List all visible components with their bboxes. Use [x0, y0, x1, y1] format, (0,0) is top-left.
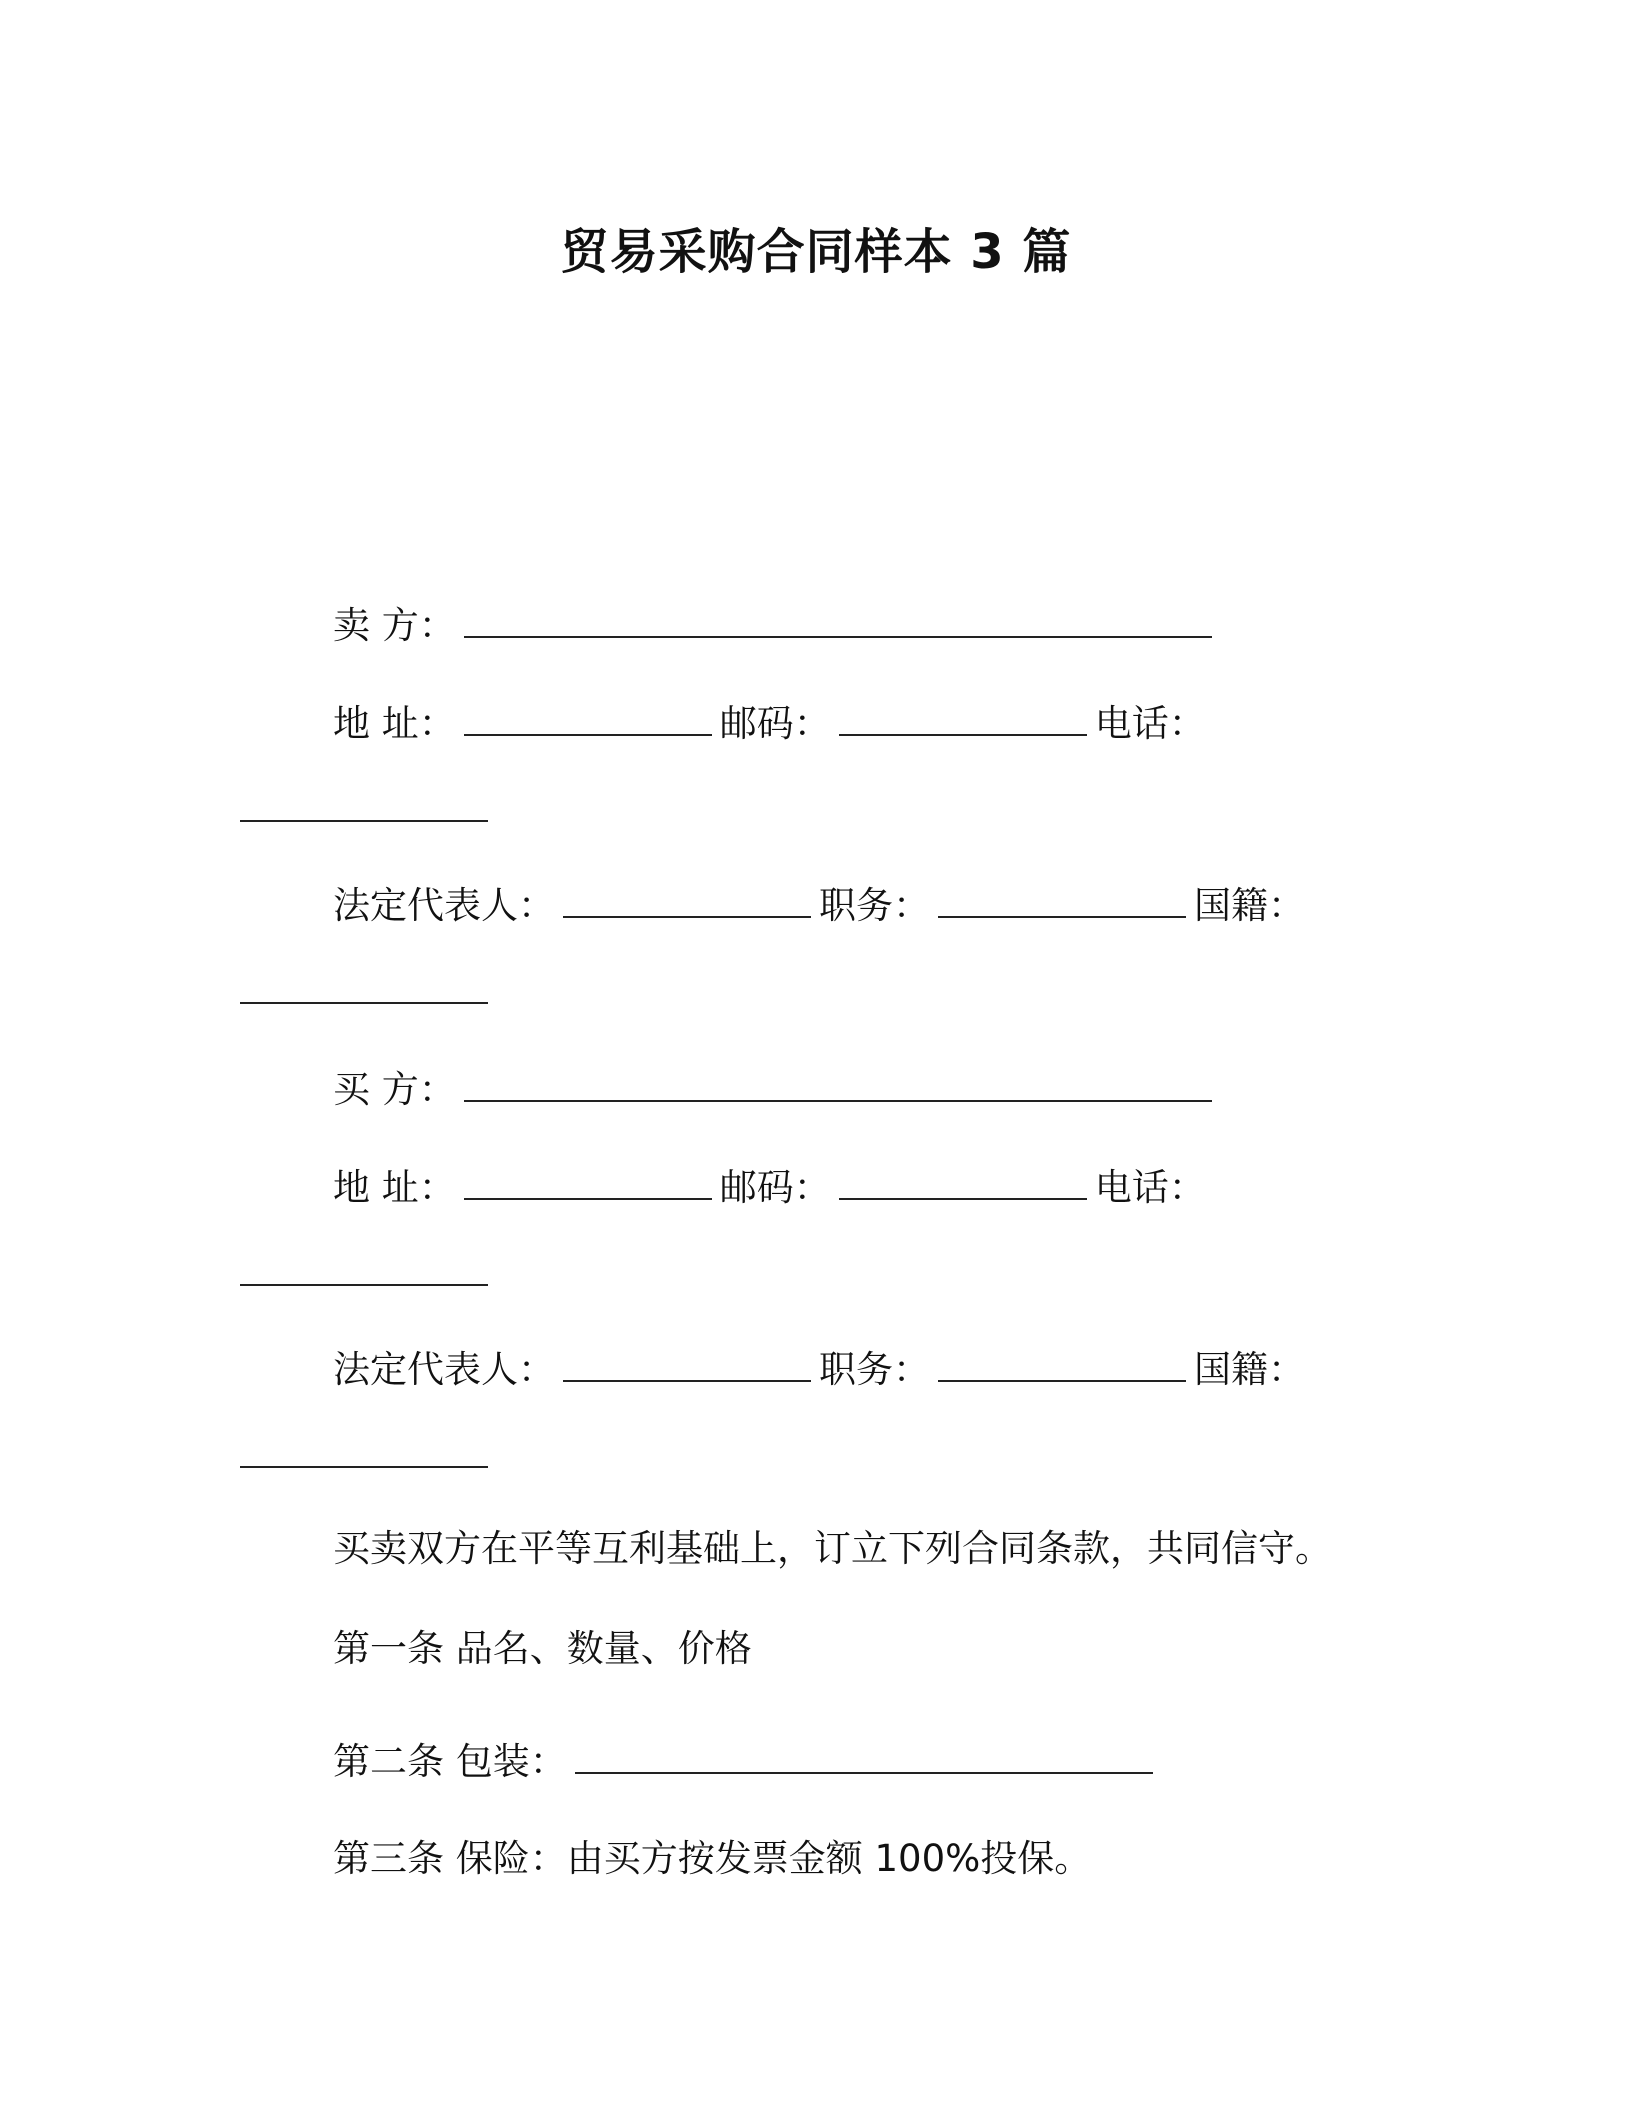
buyer-phone-blank: [240, 1284, 488, 1286]
buyer-legal-rep-line: [333, 1342, 1305, 1395]
seller-nationality-label: 国籍：: [1194, 884, 1305, 927]
seller-name-blank: [464, 598, 1212, 638]
article-1: 第一条 品名、数量、价格: [333, 1627, 752, 1670]
seller-postcode-label: 邮码：: [719, 702, 831, 745]
article-2-line: [333, 1734, 1161, 1787]
seller-position-label: 职务：: [819, 884, 930, 927]
seller-position-blank: [938, 878, 1186, 918]
intro-paragraph: 买卖双方在平等互利基础上，订立下列合同条款，共同信守。: [333, 1527, 1332, 1570]
seller-nationality-blank: [240, 1002, 488, 1004]
buyer-legal-rep-label: 法定代表人：: [333, 1348, 555, 1391]
seller-party-line: [333, 598, 1220, 651]
seller-legal-rep-line: [333, 878, 1305, 931]
buyer-address-line: [333, 1160, 1206, 1213]
seller-address-line: [333, 696, 1206, 749]
article-3: 第三条 保险：由买方按发票金额 100%投保。: [333, 1837, 1092, 1880]
document-title: 贸易采购合同样本 3 篇: [560, 224, 1072, 280]
packaging-blank: [575, 1734, 1153, 1774]
buyer-address-label: 地 址：: [333, 1166, 456, 1209]
buyer-position-label: 职务：: [819, 1348, 930, 1391]
buyer-phone-label: 电话：: [1094, 1166, 1206, 1209]
seller-legal-rep-blank: [563, 878, 811, 918]
buyer-postcode-label: 邮码：: [719, 1166, 831, 1209]
seller-postcode-blank: [839, 696, 1087, 736]
seller-party-label: 卖 方：: [333, 604, 456, 647]
buyer-postcode-blank: [839, 1160, 1087, 1200]
seller-legal-rep-label: 法定代表人：: [333, 884, 555, 927]
seller-address-blank: [464, 696, 712, 736]
seller-phone-label: 电话：: [1094, 702, 1206, 745]
buyer-party-label: 买 方：: [333, 1068, 456, 1111]
buyer-position-blank: [938, 1342, 1186, 1382]
buyer-nationality-label: 国籍：: [1194, 1348, 1305, 1391]
seller-phone-blank: [240, 820, 488, 822]
article-2-label: 第二条 包装：: [333, 1740, 567, 1783]
buyer-name-blank: [464, 1062, 1212, 1102]
buyer-legal-rep-blank: [563, 1342, 811, 1382]
seller-address-label: 地 址：: [333, 702, 456, 745]
buyer-party-line: [333, 1062, 1220, 1115]
buyer-address-blank: [464, 1160, 712, 1200]
buyer-nationality-blank: [240, 1466, 488, 1468]
